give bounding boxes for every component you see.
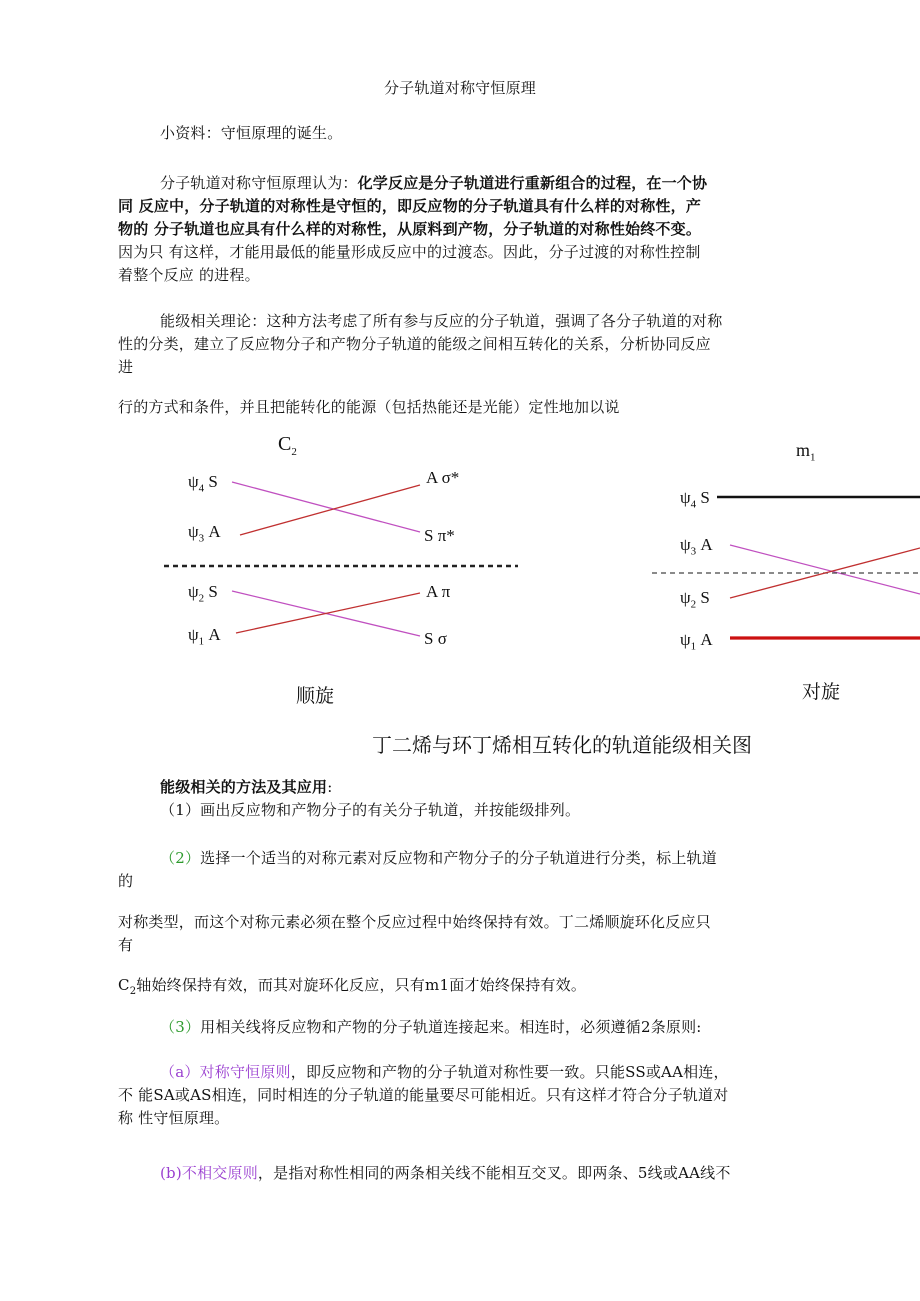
methods-heading-colon: :: [327, 778, 333, 796]
step-3: [160, 1016, 850, 1039]
sym-label: A: [700, 535, 713, 554]
caption-conrotatory: 顺旋: [296, 685, 335, 707]
c2-main: C: [118, 976, 130, 994]
psi4-label-right: [680, 488, 710, 514]
step-2-line-5-text: 轴始终保持有效，而其对旋环化反应，只有m1面才始终保持有效。: [136, 976, 587, 994]
element-m1: [796, 440, 816, 468]
psi-index: 3: [690, 545, 697, 558]
sym-label: A: [700, 630, 713, 649]
rule-a-line-2: 不 能SA或AS相连，同时相连的分子轨道的能量要尽可能相近。只有这样才符合分子轨道对: [118, 1086, 729, 1104]
psi-index: 1: [690, 640, 697, 653]
element-sub: 1: [810, 451, 816, 464]
step-3-text: 用相关线将反应物和产物的分子轨道连接起来。相连时，必须遵循2条原则:: [200, 1018, 702, 1036]
psi-index: 4: [198, 482, 205, 495]
rule-b-label: (b)不相交原则: [160, 1164, 258, 1182]
psi3-label-right: [680, 535, 713, 561]
right-label-s-sigma: S σ: [424, 629, 447, 648]
step-2-line-5: [118, 974, 808, 1003]
theory-line-4: 因为只 有这样，才能用最低的能量形成反应中的过渡态。因此，分子过渡的对称性控制: [118, 243, 701, 261]
sym-label: A: [208, 625, 221, 644]
corr-line-psi3: [730, 545, 920, 594]
theory-line-2: 同 反应中，分子轨道的对称性是守恒的，即反应物的分子轨道具有什么样的对称性，产: [118, 197, 702, 215]
psi-index: 2: [198, 592, 205, 605]
step-2-line-4: 有: [118, 936, 134, 954]
right-label-a-sigma-star: A σ*: [426, 468, 460, 487]
corr-line-psi2: [730, 548, 920, 598]
step-1: （1）画出反应物和产物分子的有关分子轨道，并按能级排列。: [160, 801, 581, 819]
caption-disrotatory: 对旋: [802, 681, 841, 703]
theory-lead: 分子轨道对称守恒原理认为：: [160, 174, 358, 192]
psi1-label-right: [680, 630, 713, 656]
psi-symbol: ψ: [680, 488, 691, 507]
corr-line-a3-asigma: [240, 485, 420, 535]
sym-label: A: [208, 522, 221, 541]
psi-symbol: ψ: [680, 535, 691, 554]
intro-paragraph: 小资料：守恒原理的诞生。: [160, 124, 343, 142]
psi2-label-right: [680, 588, 710, 614]
rule-a-line-1: [160, 1061, 850, 1084]
step-2-line-1: [160, 847, 850, 870]
corr-line-1: 能级相关理论：这种方法考虑了所有参与反应的分子轨道，强调了各分子轨道的对称: [160, 312, 723, 330]
psi-symbol: ψ: [680, 630, 691, 649]
step-3-number: （3）: [160, 1018, 201, 1036]
right-label-s-pi-star: S π*: [424, 526, 455, 545]
sym-label: S: [700, 588, 710, 607]
methods-heading-text: 能级相关的方法及其应用: [160, 778, 328, 796]
corr-line-3: 进: [118, 358, 134, 376]
theory-line-5: 着整个反应 的进程。: [118, 266, 260, 284]
psi-symbol: ψ: [680, 588, 691, 607]
rule-b-text: ，是指对称性相同的两条相关线不能相互交叉。即两条、5线或AA线不: [257, 1164, 731, 1182]
page-title: 分子轨道对称守恒原理: [383, 79, 536, 97]
step-2-line-2: 的: [118, 872, 134, 890]
psi-symbol: ψ: [188, 522, 199, 541]
rule-a-line-3: 称 性守恒原理。: [118, 1109, 230, 1127]
psi-symbol: ψ: [188, 625, 199, 644]
sym-label: S: [208, 582, 218, 601]
step-2-line-3: 对称类型，而这个对称元素必须在整个反应过程中始终保持有效。丁二烯顺旋环化反应只: [118, 913, 711, 931]
element-c2: [278, 434, 297, 462]
corr-line-2: 性的分类，建立了反应物分子和产物分子轨道的能级之间相互转化的关系，分析协同反应: [118, 335, 711, 353]
psi3-label-left: [188, 522, 221, 548]
psi1-label-left: [188, 625, 221, 651]
psi-index: 4: [690, 498, 697, 511]
sym-label: S: [700, 488, 710, 507]
step-2-text: 选择一个适当的对称元素对反应物和产物分子的分子轨道进行分类，标上轨道: [200, 849, 717, 867]
right-label-a-pi: A π: [426, 582, 451, 601]
rule-b-line-1: [160, 1162, 850, 1185]
theory-line-3: 物的 分子轨道也应具有什么样的对称性，从原料到产物，分子轨道的对称性始终不变。: [118, 220, 702, 238]
theory-bold-1: 化学反应是分子轨道进行重新组合的过程，在一个协: [357, 174, 708, 192]
step-2-number: （2）: [160, 849, 201, 867]
corr-line-4: 行的方式和条件，并且把能转化的能源（包括热能还是光能）定性地加以说: [118, 398, 620, 416]
psi-index: 1: [198, 635, 205, 648]
psi4-label-left: [188, 472, 218, 498]
psi-index: 3: [198, 532, 205, 545]
element-main: m: [796, 440, 811, 460]
rule-a-text: ，即反应物和产物的分子轨道对称性要一致。只能SS或AA相连，: [290, 1063, 729, 1081]
rule-a-label: （a）对称守恒原则: [160, 1063, 291, 1081]
psi-symbol: ψ: [188, 472, 199, 491]
sym-label: S: [208, 472, 218, 491]
psi-index: 2: [690, 598, 697, 611]
methods-heading: [160, 776, 850, 799]
psi2-label-left: [188, 582, 218, 608]
corr-line-s4-spi: [232, 482, 420, 532]
c2-sub: 2: [129, 986, 137, 997]
element-main: C: [278, 433, 292, 455]
element-sub: 2: [291, 446, 297, 458]
figure-caption: 丁二烯与环丁烯相互转化的轨道能级相关图: [372, 733, 752, 757]
psi-symbol: ψ: [188, 582, 199, 601]
